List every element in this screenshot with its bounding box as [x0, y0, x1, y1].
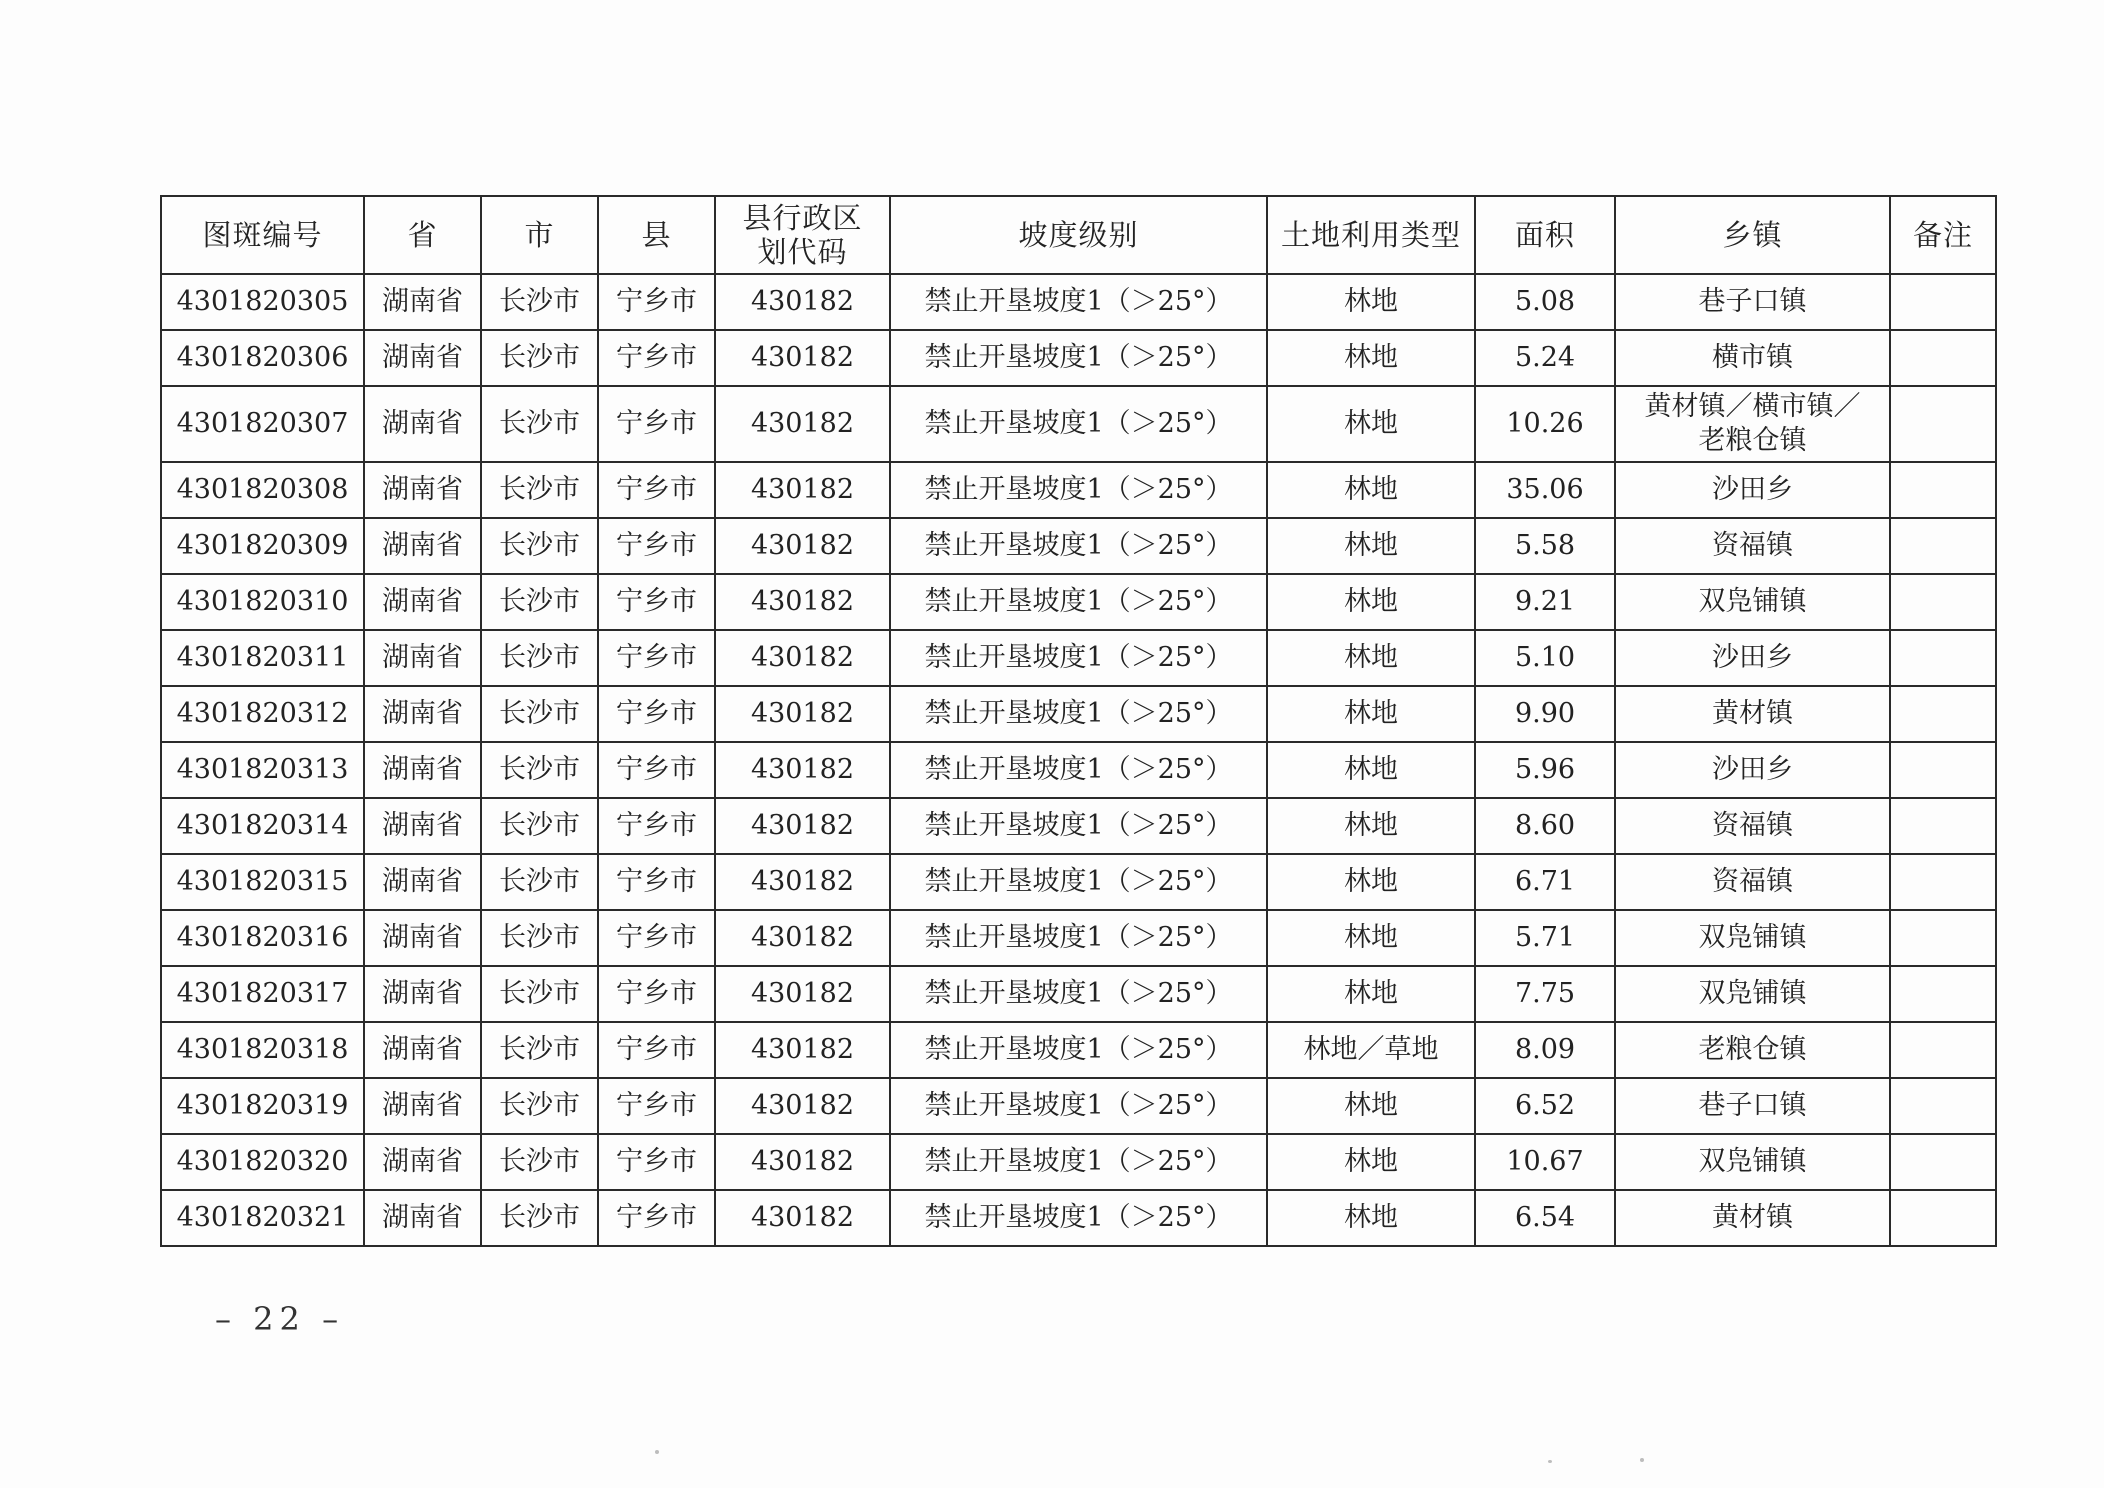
cell-town: 沙田乡: [1615, 630, 1890, 686]
cell-town: 巷子口镇: [1615, 274, 1890, 330]
cell-land-use: 林地: [1267, 742, 1475, 798]
cell-town: 双凫铺镇: [1615, 1134, 1890, 1190]
cell-land-use: 林地: [1267, 462, 1475, 518]
cell-city: 长沙市: [481, 574, 598, 630]
cell-county-code: 430182: [715, 462, 890, 518]
cell-patch-id: 4301820309: [161, 518, 364, 574]
cell-remarks: [1890, 330, 1996, 386]
cell-county-code: 430182: [715, 910, 890, 966]
cell-area: 10.67: [1475, 1134, 1615, 1190]
cell-county: 宁乡市: [598, 274, 715, 330]
cell-area: 5.08: [1475, 274, 1615, 330]
cell-county: 宁乡市: [598, 798, 715, 854]
cell-land-use: 林地: [1267, 686, 1475, 742]
cell-town: 黄材镇: [1615, 1190, 1890, 1246]
cell-city: 长沙市: [481, 798, 598, 854]
cell-land-use: 林地／草地: [1267, 1022, 1475, 1078]
cell-province: 湖南省: [364, 462, 481, 518]
cell-province: 湖南省: [364, 854, 481, 910]
cell-area: 5.96: [1475, 742, 1615, 798]
cell-slope-grade: 禁止开垦坡度1（＞25°）: [890, 630, 1267, 686]
cell-remarks: [1890, 274, 1996, 330]
cell-county-code: 430182: [715, 274, 890, 330]
cell-remarks: [1890, 910, 1996, 966]
cell-remarks: [1890, 686, 1996, 742]
cell-slope-grade: 禁止开垦坡度1（＞25°）: [890, 1190, 1267, 1246]
cell-land-use: 林地: [1267, 330, 1475, 386]
cell-slope-grade: 禁止开垦坡度1（＞25°）: [890, 1134, 1267, 1190]
cell-city: 长沙市: [481, 1078, 598, 1134]
cell-land-use: 林地: [1267, 854, 1475, 910]
cell-area: 5.24: [1475, 330, 1615, 386]
cell-patch-id: 4301820321: [161, 1190, 364, 1246]
cell-town: 横市镇: [1615, 330, 1890, 386]
header-area: 面积: [1475, 196, 1615, 274]
table-row: [161, 742, 1996, 798]
cell-province: 湖南省: [364, 630, 481, 686]
cell-city: 长沙市: [481, 686, 598, 742]
scan-speck: [1548, 1460, 1552, 1463]
cell-slope-grade: 禁止开垦坡度1（＞25°）: [890, 1022, 1267, 1078]
cell-city: 长沙市: [481, 966, 598, 1022]
cell-county: 宁乡市: [598, 910, 715, 966]
cell-remarks: [1890, 742, 1996, 798]
cell-city: 长沙市: [481, 518, 598, 574]
cell-county: 宁乡市: [598, 1134, 715, 1190]
cell-patch-id: 4301820311: [161, 630, 364, 686]
cell-area: 9.90: [1475, 686, 1615, 742]
cell-patch-id: 4301820310: [161, 574, 364, 630]
cell-patch-id: 4301820312: [161, 686, 364, 742]
cell-land-use: 林地: [1267, 386, 1475, 462]
cell-area: 6.54: [1475, 1190, 1615, 1246]
cell-remarks: [1890, 518, 1996, 574]
cell-patch-id: 4301820318: [161, 1022, 364, 1078]
cell-town: 资福镇: [1615, 798, 1890, 854]
cell-city: 长沙市: [481, 1022, 598, 1078]
cell-land-use: 林地: [1267, 518, 1475, 574]
cell-town: 巷子口镇: [1615, 1078, 1890, 1134]
cell-slope-grade: 禁止开垦坡度1（＞25°）: [890, 966, 1267, 1022]
cell-area: 6.52: [1475, 1078, 1615, 1134]
cell-county: 宁乡市: [598, 386, 715, 462]
scan-speck: [1640, 1458, 1644, 1462]
cell-remarks: [1890, 1022, 1996, 1078]
cell-town: 双凫铺镇: [1615, 910, 1890, 966]
cell-slope-grade: 禁止开垦坡度1（＞25°）: [890, 462, 1267, 518]
cell-city: 长沙市: [481, 1134, 598, 1190]
header-county: 县: [598, 196, 715, 274]
cell-area: 7.75: [1475, 966, 1615, 1022]
cell-remarks: [1890, 1078, 1996, 1134]
cell-patch-id: 4301820317: [161, 966, 364, 1022]
cell-area: 8.09: [1475, 1022, 1615, 1078]
cell-remarks: [1890, 798, 1996, 854]
cell-city: 长沙市: [481, 742, 598, 798]
table-row: [161, 630, 1996, 686]
land-patch-table: [160, 195, 1997, 1247]
cell-area: 5.58: [1475, 518, 1615, 574]
cell-slope-grade: 禁止开垦坡度1（＞25°）: [890, 798, 1267, 854]
table-row: [161, 1022, 1996, 1078]
cell-city: 长沙市: [481, 386, 598, 462]
cell-town: 资福镇: [1615, 854, 1890, 910]
cell-slope-grade: 禁止开垦坡度1（＞25°）: [890, 1078, 1267, 1134]
cell-county: 宁乡市: [598, 854, 715, 910]
cell-county-code: 430182: [715, 630, 890, 686]
cell-county-code: 430182: [715, 1134, 890, 1190]
table-row: [161, 1190, 1996, 1246]
cell-city: 长沙市: [481, 330, 598, 386]
cell-county-code: 430182: [715, 518, 890, 574]
cell-area: 6.71: [1475, 854, 1615, 910]
cell-city: 长沙市: [481, 274, 598, 330]
scan-speck: [655, 1450, 659, 1454]
table-row: [161, 854, 1996, 910]
cell-patch-id: 4301820316: [161, 910, 364, 966]
cell-county-code: 430182: [715, 742, 890, 798]
cell-province: 湖南省: [364, 910, 481, 966]
table-row: [161, 798, 1996, 854]
cell-county-code: 430182: [715, 966, 890, 1022]
cell-province: 湖南省: [364, 1078, 481, 1134]
cell-province: 湖南省: [364, 274, 481, 330]
table-row: [161, 274, 1996, 330]
cell-remarks: [1890, 574, 1996, 630]
cell-city: 长沙市: [481, 910, 598, 966]
cell-province: 湖南省: [364, 574, 481, 630]
cell-county: 宁乡市: [598, 630, 715, 686]
cell-county-code: 430182: [715, 686, 890, 742]
cell-remarks: [1890, 1134, 1996, 1190]
cell-town-line1: 黄材镇／横市镇／: [1644, 391, 1861, 422]
cell-province: 湖南省: [364, 386, 481, 462]
cell-area: 8.60: [1475, 798, 1615, 854]
header-land-use: 土地利用类型: [1267, 196, 1475, 274]
cell-county-code: 430182: [715, 330, 890, 386]
cell-county-code: 430182: [715, 798, 890, 854]
cell-slope-grade: 禁止开垦坡度1（＞25°）: [890, 574, 1267, 630]
cell-county: 宁乡市: [598, 686, 715, 742]
cell-province: 湖南省: [364, 686, 481, 742]
cell-slope-grade: 禁止开垦坡度1（＞25°）: [890, 854, 1267, 910]
cell-town: [1615, 386, 1890, 462]
cell-county-code: 430182: [715, 574, 890, 630]
cell-patch-id: 4301820313: [161, 742, 364, 798]
cell-area: 5.71: [1475, 910, 1615, 966]
cell-remarks: [1890, 854, 1996, 910]
cell-province: 湖南省: [364, 518, 481, 574]
cell-county-code: 430182: [715, 1078, 890, 1134]
cell-county: 宁乡市: [598, 966, 715, 1022]
header-county-code-line1: 县行政区: [742, 201, 863, 235]
cell-land-use: 林地: [1267, 274, 1475, 330]
header-patch-id: 图斑编号: [161, 196, 364, 274]
cell-county: 宁乡市: [598, 518, 715, 574]
page-number: – 22 –: [215, 1300, 345, 1338]
cell-city: 长沙市: [481, 462, 598, 518]
cell-slope-grade: 禁止开垦坡度1（＞25°）: [890, 742, 1267, 798]
cell-county-code: 430182: [715, 1022, 890, 1078]
cell-area: 35.06: [1475, 462, 1615, 518]
header-remarks: 备注: [1890, 196, 1996, 274]
header-city: 市: [481, 196, 598, 274]
cell-remarks: [1890, 1190, 1996, 1246]
header-province: 省: [364, 196, 481, 274]
header-town: 乡镇: [1615, 196, 1890, 274]
cell-patch-id: 4301820314: [161, 798, 364, 854]
cell-county: 宁乡市: [598, 742, 715, 798]
cell-county: 宁乡市: [598, 1190, 715, 1246]
cell-county-code: 430182: [715, 386, 890, 462]
cell-town: 黄材镇: [1615, 686, 1890, 742]
cell-slope-grade: 禁止开垦坡度1（＞25°）: [890, 518, 1267, 574]
header-county-code-line2: 划代码: [757, 235, 848, 269]
cell-slope-grade: 禁止开垦坡度1（＞25°）: [890, 910, 1267, 966]
cell-land-use: 林地: [1267, 1078, 1475, 1134]
cell-land-use: 林地: [1267, 966, 1475, 1022]
cell-area: 10.26: [1475, 386, 1615, 462]
cell-province: 湖南省: [364, 742, 481, 798]
cell-land-use: 林地: [1267, 1190, 1475, 1246]
cell-county-code: 430182: [715, 854, 890, 910]
cell-remarks: [1890, 462, 1996, 518]
cell-remarks: [1890, 630, 1996, 686]
table-header-row: [161, 196, 1996, 274]
cell-patch-id: 4301820315: [161, 854, 364, 910]
cell-town: 资福镇: [1615, 518, 1890, 574]
cell-remarks: [1890, 966, 1996, 1022]
cell-county: 宁乡市: [598, 574, 715, 630]
cell-patch-id: 4301820307: [161, 386, 364, 462]
table-row: [161, 686, 1996, 742]
table-row: [161, 966, 1996, 1022]
cell-town: 老粮仓镇: [1615, 1022, 1890, 1078]
cell-province: 湖南省: [364, 798, 481, 854]
cell-city: 长沙市: [481, 854, 598, 910]
table-row: [161, 1078, 1996, 1134]
cell-county: 宁乡市: [598, 1022, 715, 1078]
table-row: [161, 574, 1996, 630]
cell-slope-grade: 禁止开垦坡度1（＞25°）: [890, 274, 1267, 330]
cell-remarks: [1890, 386, 1996, 462]
cell-city: 长沙市: [481, 630, 598, 686]
cell-land-use: 林地: [1267, 630, 1475, 686]
table-row: [161, 518, 1996, 574]
cell-land-use: 林地: [1267, 1134, 1475, 1190]
cell-town: 沙田乡: [1615, 462, 1890, 518]
cell-province: 湖南省: [364, 1022, 481, 1078]
cell-town: 双凫铺镇: [1615, 574, 1890, 630]
table-row: [161, 330, 1996, 386]
cell-area: 5.10: [1475, 630, 1615, 686]
cell-town: 沙田乡: [1615, 742, 1890, 798]
cell-slope-grade: 禁止开垦坡度1（＞25°）: [890, 686, 1267, 742]
cell-county: 宁乡市: [598, 330, 715, 386]
table-row: [161, 462, 1996, 518]
cell-patch-id: 4301820305: [161, 274, 364, 330]
cell-patch-id: 4301820320: [161, 1134, 364, 1190]
cell-area: 9.21: [1475, 574, 1615, 630]
cell-slope-grade: 禁止开垦坡度1（＞25°）: [890, 330, 1267, 386]
cell-town: 双凫铺镇: [1615, 966, 1890, 1022]
cell-slope-grade: 禁止开垦坡度1（＞25°）: [890, 386, 1267, 462]
cell-land-use: 林地: [1267, 798, 1475, 854]
cell-city: 长沙市: [481, 1190, 598, 1246]
cell-province: 湖南省: [364, 1134, 481, 1190]
header-county-code: [715, 196, 890, 274]
cell-county-code: 430182: [715, 1190, 890, 1246]
cell-patch-id: 4301820319: [161, 1078, 364, 1134]
cell-town-line2: 老粮仓镇: [1698, 425, 1807, 456]
cell-patch-id: 4301820308: [161, 462, 364, 518]
table-row: [161, 386, 1996, 462]
table-row: [161, 1134, 1996, 1190]
cell-province: 湖南省: [364, 330, 481, 386]
cell-province: 湖南省: [364, 1190, 481, 1246]
cell-county: 宁乡市: [598, 1078, 715, 1134]
cell-patch-id: 4301820306: [161, 330, 364, 386]
cell-land-use: 林地: [1267, 574, 1475, 630]
cell-land-use: 林地: [1267, 910, 1475, 966]
cell-county: 宁乡市: [598, 462, 715, 518]
table-row: [161, 910, 1996, 966]
header-slope-grade: 坡度级别: [890, 196, 1267, 274]
cell-province: 湖南省: [364, 966, 481, 1022]
